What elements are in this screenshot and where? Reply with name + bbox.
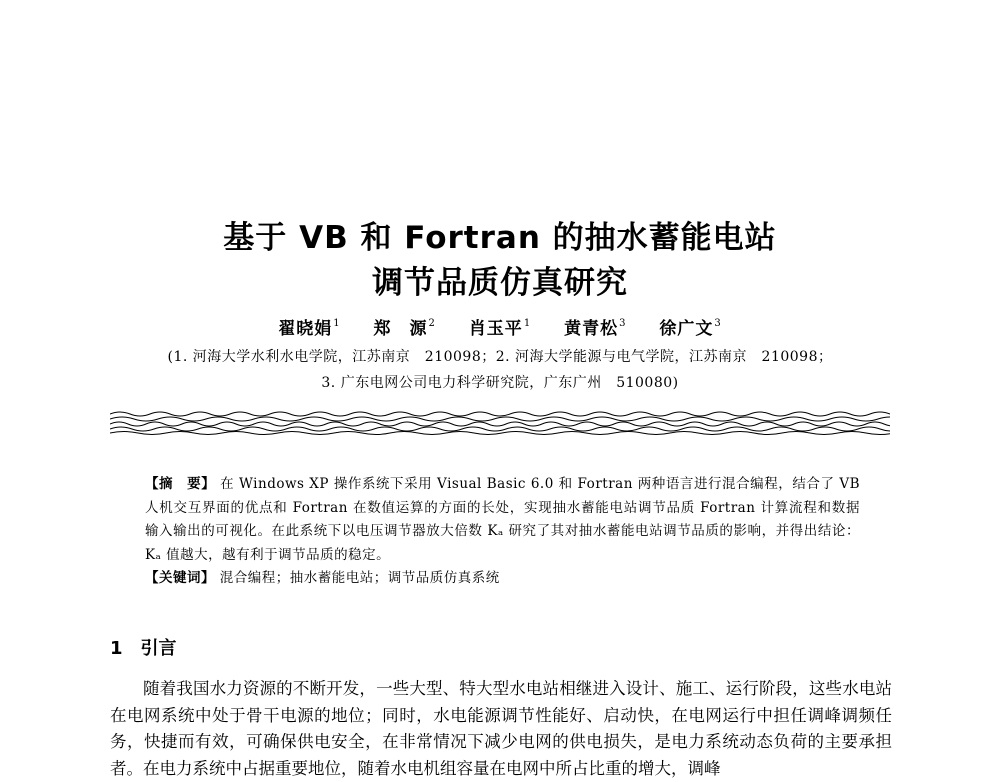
author — [469, 319, 531, 339]
author-name: 郑 源 — [373, 319, 428, 339]
paper-title-line1: 基于 VB 和 Fortran 的抽水蓄能电站 — [223, 220, 777, 256]
abstract-text: 在 Windows XP 操作系统下采用 Visual Basic 6.0 和 Fortran 两种语言进行混合编程，结合了 VB 人机交互界面的优点和 Fortran 在数值运算的方面的长处，实现抽水蓄能电站调节品质 Fortran 计算流程和数据输入输出的可视化。在此系统下以电压调节器放大倍数 Kₐ 研究了其对抽水蓄能电站调节品质的影响，并得出结论：Kₐ 值越大，越有利于调节品质的稳定。 — [145, 476, 861, 563]
author-name: 翟晓娟 — [278, 319, 333, 339]
author — [278, 319, 340, 339]
author-name: 黄青松 — [564, 319, 619, 339]
section-number: 1 — [110, 638, 123, 659]
author-affiliation-mark: 3 — [714, 318, 722, 329]
affiliation-line2: 3. 广东电网公司电力科学研究院，广东广州 510080) — [321, 375, 679, 391]
section-title: 引言 — [140, 638, 177, 659]
abstract-label: 【摘 要】 — [145, 476, 216, 492]
section-heading — [110, 634, 177, 660]
author-name: 徐广文 — [659, 319, 714, 339]
keywords-label: 【关键词】 — [145, 570, 215, 586]
paper-title-line2: 调节品质仿真研究 — [372, 265, 628, 301]
author-affiliation-mark: 1 — [333, 318, 341, 329]
abstract-block — [145, 473, 860, 591]
keywords — [145, 567, 860, 591]
keywords-text: 混合编程；抽水蓄能电站；调节品质仿真系统 — [219, 570, 500, 586]
author — [564, 319, 626, 339]
author-list — [0, 314, 1000, 339]
author-affiliation-mark: 2 — [428, 318, 436, 329]
affiliation-line1: (1. 河海大学水利水电学院，江苏南京 210098；2. 河海大学能源与电气学院，江苏南京 210098； — [167, 349, 833, 365]
body-paragraph: 随着我国水力资源的不断开发，一些大型、特大型水电站相继进入设计、施工、运行阶段，这些水电站在电网系统中处于骨干电源的地位；同时，水电能源调节性能好、启动快，在电网运行中担任调峰调频任务，快捷而有效，可确保供电安全，在非常情况下减少电网的供电损失，是电力系统动态负荷的主要承担者。在电力系统中占据重要地位，随着水电机组容量在电网中所占比重的增大，调峰 — [110, 679, 892, 778]
author-name: 肖玉平 — [468, 319, 523, 339]
decorative-wave-divider — [110, 408, 890, 436]
abstract — [145, 473, 860, 567]
author-affiliation-mark: 3 — [619, 318, 627, 329]
author-affiliation-mark: 1 — [523, 318, 532, 329]
author — [659, 319, 721, 339]
author — [374, 319, 436, 339]
